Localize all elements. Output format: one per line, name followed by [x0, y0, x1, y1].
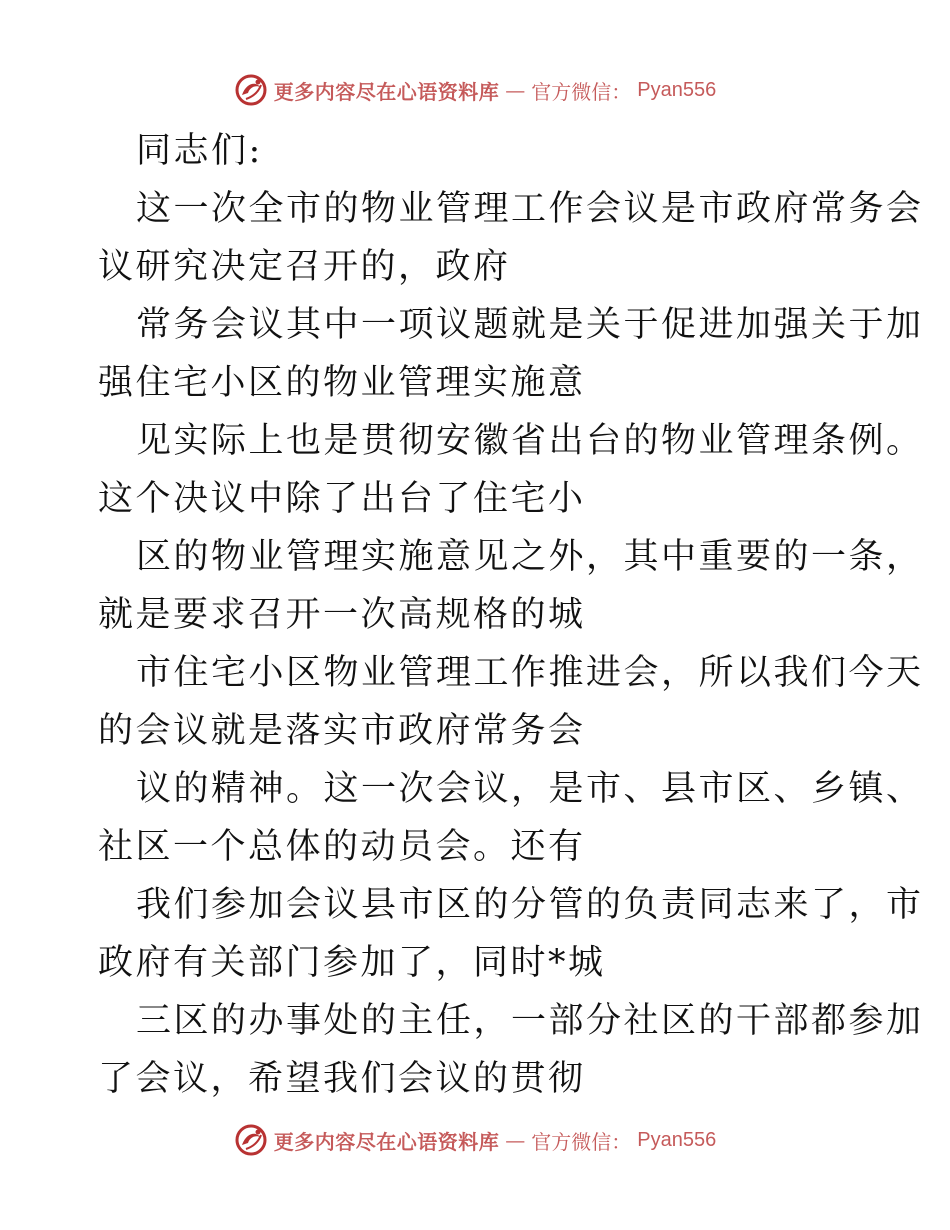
paragraph-line: 常务会议其中一项议题就是关于促进加强关于加: [136, 305, 924, 345]
paragraph-line: 我们参加会议县市区的分管的负责同志来了，市: [136, 885, 924, 925]
wechat-id: Pyan556: [637, 1128, 717, 1151]
footer-banner: [0, 1120, 950, 1160]
paragraph-line: 这个决议中除了出台了住宅小: [98, 479, 586, 519]
separator: —: [505, 1128, 526, 1152]
paragraph-line: 强住宅小区的物业管理实施意: [98, 363, 586, 403]
site-name: 更多内容尽在心语资料库: [273, 1129, 500, 1154]
greeting: 同志们:: [136, 131, 263, 171]
paragraph-line: 就是要求召开一次高规格的城: [98, 595, 586, 635]
wechat-label: 官方微信：: [531, 1129, 632, 1154]
paragraph-line: 的会议就是落实市政府常务会: [98, 711, 586, 751]
paragraph-line: 这一次全市的物业管理工作会议是市政府常务会: [136, 189, 924, 229]
red-swirl-logo-icon: [234, 73, 268, 107]
paragraph-line: 议研究决定召开的，政府: [98, 247, 511, 287]
paragraph-line: 三区的办事处的主任，一部分社区的干部都参加: [136, 1001, 924, 1041]
paragraph-line: 政府有关部门参加了，同时*城: [98, 943, 606, 983]
wechat-label: 官方微信：: [531, 79, 632, 104]
document-body: [98, 122, 924, 1108]
red-swirl-logo-icon: [234, 1123, 268, 1157]
site-name: 更多内容尽在心语资料库: [273, 79, 500, 104]
paragraph-line: 议的精神。这一次会议，是市、县市区、乡镇、: [136, 769, 924, 809]
paragraph-line: 见实际上也是贯彻安徽省出台的物业管理条例。: [136, 421, 924, 461]
header-banner: [0, 70, 950, 110]
paragraph-line: 区的物业管理实施意见之外，其中重要的一条，: [136, 537, 924, 577]
paragraph-line: 社区一个总体的动员会。还有: [98, 827, 586, 867]
paragraph-line: 市住宅小区物业管理工作推进会，所以我们今天: [136, 653, 924, 693]
wechat-id: Pyan556: [637, 78, 717, 101]
separator: —: [505, 78, 526, 102]
paragraph-line: 了会议，希望我们会议的贯彻: [98, 1059, 586, 1099]
